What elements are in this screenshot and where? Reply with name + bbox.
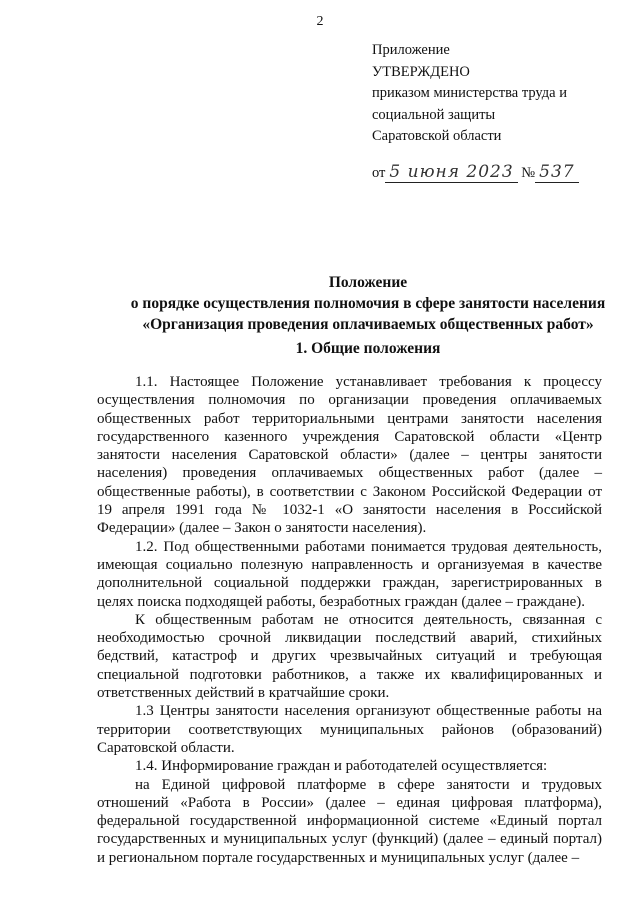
approval-stamp-block [372, 40, 579, 184]
handwritten-number: 537 [535, 162, 578, 183]
paragraph: К общественным работам не относится деятельность, связанная с необходимостью срочной ликвидации последствий аварий, стихийных бедствий, катастроф и других чрезвычайных ситуаций и требующая специальной подготовки работников, а также их квалифицированных и ответственных действий в кратчайшие сроки. [97, 611, 602, 702]
title-line-3: «Организация проведения оплачиваемых общественных работ» [142, 316, 594, 333]
title-line-1: Положение [328, 274, 408, 291]
number-label: № [521, 164, 536, 181]
page-number: 2 [316, 14, 324, 29]
approval-line: Саратовской области [372, 128, 502, 144]
paragraph: 1.3 Центры занятости населения организуют общественные работы на территории соответствующих муниципальных районов (образований) Саратовской области. [97, 703, 602, 756]
approval-line: Приложение [372, 42, 450, 58]
section-heading: 1. Общие положения [295, 340, 441, 357]
title-line-2: о порядке осуществления полномочия в сфере занятости населения [130, 295, 606, 312]
document-title [0, 272, 640, 335]
paragraph: на Единой цифровой платформе в сфере занятости и трудовых отношений «Работа в России» (далее – единая цифровая платформа), федеральной государственной информационной системе «Единый портал государственных и муниципальных услуг (функций) (далее – единый портал) и региональном портале государственных и муниципальных услуг (далее – [97, 776, 602, 866]
paragraph: 1.2. Под общественными работами понимается трудовая деятельность, имеющая социально полезную направленность и организуемая в качестве дополнительной социальной поддержки граждан, зарегистрированных в целях поиска подходящей работы, безработных граждан (далее – граждане). [97, 538, 602, 610]
paragraph: 1.4. Информирование граждан и работодателей осуществляется: [135, 758, 548, 775]
document-body [97, 373, 602, 867]
approval-line: УТВЕРЖДЕНО [372, 63, 470, 80]
ot-label: от [372, 164, 386, 181]
approval-line: социальной защиты [372, 106, 496, 123]
paragraph: 1.1. Настоящее Положение устанавливает требования к процессу осуществления полномочия по организации проведения оплачиваемых общественных работ территориальными центрами занятости населения государственного казенного учреждения Саратовской области «Центр занятости населения Саратовской области» (далее – центры занятости населения) проведения оплачиваемых общественных работ (далее – общественные работы), в соответствии с Законом Российской Федерации от 19 апреля 1991 года № 1032-1 «О занятости населения в Российской Федерации» (далее – Закон о занятости населения). [97, 374, 602, 537]
handwritten-date: 5 июня 2023 [385, 162, 517, 183]
approval-line: приказом министерства труда и [372, 85, 567, 101]
order-date-number [372, 162, 579, 185]
